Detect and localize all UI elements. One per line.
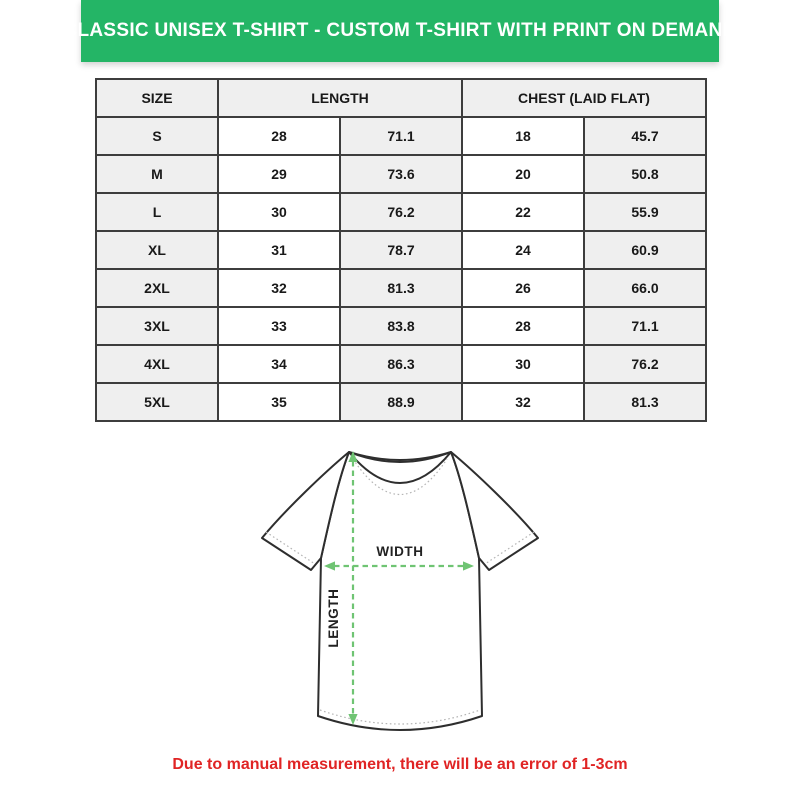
length-cm-cell: 76.2: [340, 193, 462, 231]
size-cell: 2XL: [96, 269, 218, 307]
chest-cm-cell: 76.2: [584, 345, 706, 383]
length-cm-cell: 88.9: [340, 383, 462, 421]
length-cm-cell: 71.1: [340, 117, 462, 155]
table-row: [96, 117, 706, 155]
col-header-chest: CHEST (LAID FLAT): [462, 79, 706, 117]
length-in-cell: 35: [218, 383, 340, 421]
table-row: [96, 269, 706, 307]
tshirt-diagram: [250, 432, 550, 757]
chest-cm-cell: 50.8: [584, 155, 706, 193]
width-label: WIDTH: [376, 544, 424, 559]
table-row: [96, 383, 706, 421]
title-banner: [63, 0, 737, 62]
col-header-length: LENGTH: [218, 79, 462, 117]
table-row: [96, 231, 706, 269]
chest-in-cell: 22: [462, 193, 584, 231]
table-header-row: [96, 79, 706, 117]
length-in-cell: 29: [218, 155, 340, 193]
table-row: [96, 155, 706, 193]
chest-cm-cell: 71.1: [584, 307, 706, 345]
chest-in-cell: 30: [462, 345, 584, 383]
table-row: [96, 307, 706, 345]
chest-in-cell: 32: [462, 383, 584, 421]
chest-cm-cell: 55.9: [584, 193, 706, 231]
length-cm-cell: 86.3: [340, 345, 462, 383]
length-cm-cell: 83.8: [340, 307, 462, 345]
length-cm-cell: 73.6: [340, 155, 462, 193]
chest-cm-cell: 60.9: [584, 231, 706, 269]
length-in-cell: 33: [218, 307, 340, 345]
table-row: [96, 345, 706, 383]
size-cell: 4XL: [96, 345, 218, 383]
size-cell: XL: [96, 231, 218, 269]
chest-in-cell: 28: [462, 307, 584, 345]
length-cm-cell: 81.3: [340, 269, 462, 307]
table-row: [96, 193, 706, 231]
measurement-note: Due to manual measurement, there will be an error of 1-3cm: [172, 756, 628, 773]
chest-cm-cell: 81.3: [584, 383, 706, 421]
page-title: CLASSIC UNISEX T-SHIRT - CUSTOM T-SHIRT WITH PRINT ON DEMAND: [63, 20, 737, 41]
chest-in-cell: 26: [462, 269, 584, 307]
length-in-cell: 34: [218, 345, 340, 383]
chest-cm-cell: 45.7: [584, 117, 706, 155]
size-cell: 3XL: [96, 307, 218, 345]
size-cell: S: [96, 117, 218, 155]
length-in-cell: 30: [218, 193, 340, 231]
size-cell: L: [96, 193, 218, 231]
chest-in-cell: 24: [462, 231, 584, 269]
chest-cm-cell: 66.0: [584, 269, 706, 307]
length-label: LENGTH: [326, 588, 341, 648]
length-in-cell: 31: [218, 231, 340, 269]
size-cell: 5XL: [96, 383, 218, 421]
length-in-cell: 32: [218, 269, 340, 307]
size-cell: M: [96, 155, 218, 193]
size-chart-table: [95, 78, 707, 422]
chest-in-cell: 20: [462, 155, 584, 193]
chest-in-cell: 18: [462, 117, 584, 155]
length-in-cell: 28: [218, 117, 340, 155]
tshirt-body-outline: [318, 452, 482, 730]
length-cm-cell: 78.7: [340, 231, 462, 269]
col-header-size: SIZE: [96, 79, 218, 117]
